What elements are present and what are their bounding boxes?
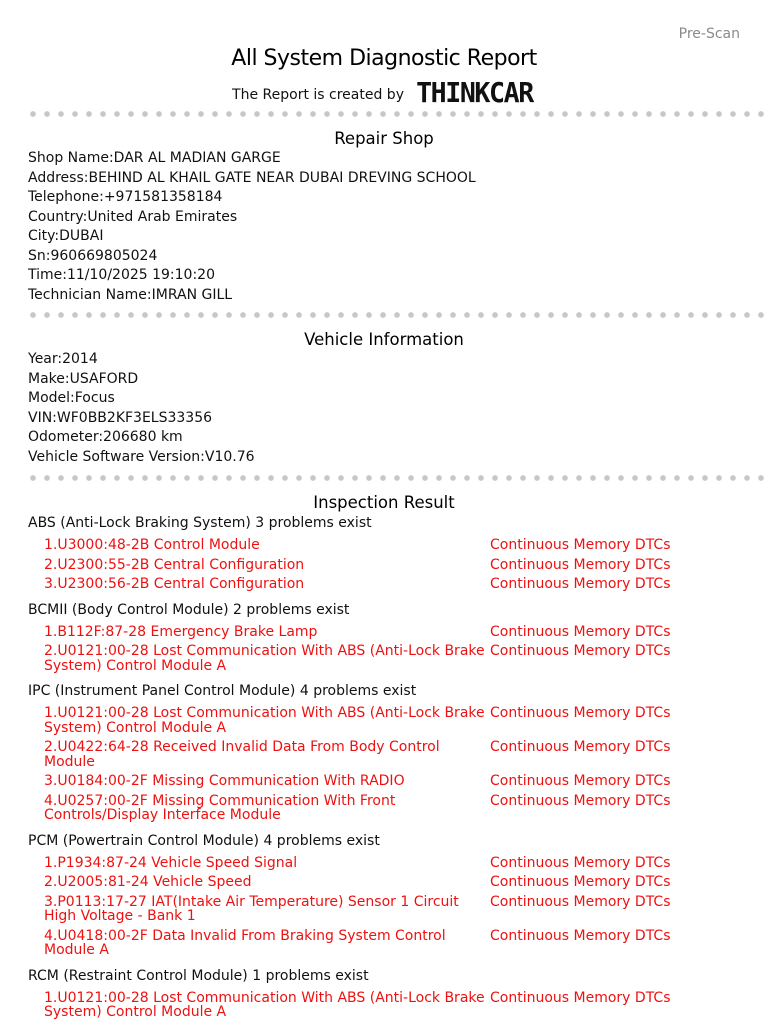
repair-shop-heading: Repair Shop xyxy=(334,129,434,148)
vehicle-software-version: Vehicle Software Version:V10.76 xyxy=(28,448,255,465)
vehicle-info-heading: Vehicle Information xyxy=(304,330,464,349)
system-block-bcmii xyxy=(28,601,748,674)
dotted-divider xyxy=(26,312,768,318)
created-by-label: The Report is created by xyxy=(232,87,404,103)
dtc-row xyxy=(28,991,748,1020)
shop-country: Country:United Arab Emirates xyxy=(28,208,238,225)
vehicle-info xyxy=(28,350,255,467)
vehicle-model: Model:Focus xyxy=(28,390,115,406)
shop-address: Address:BEHIND AL KHAIL GATE NEAR DUBAI DREVING SCHOOL xyxy=(28,169,476,186)
technician-name: Technician Name:IMRAN GILL xyxy=(28,286,233,303)
system-block-rcm xyxy=(28,967,748,1020)
created-by-line xyxy=(0,76,768,109)
dtc-status: Continuous Memory DTCs xyxy=(490,792,671,809)
dotted-divider xyxy=(26,475,768,481)
dtc-row xyxy=(28,625,748,640)
dtc-status: Continuous Memory DTCs xyxy=(490,576,671,592)
dtc-row xyxy=(28,875,748,890)
dtc-code: 3.U0184:00-2F Missing Communication With RADIO xyxy=(44,773,405,789)
shop-telephone: Telephone:+971581358184 xyxy=(28,189,223,205)
dtc-status: Continuous Memory DTCs xyxy=(490,705,671,721)
system-title: ABS (Anti-Lock Braking System) 3 problems exist xyxy=(28,515,372,531)
system-title: RCM (Restraint Control Module) 1 problems exist xyxy=(28,967,369,984)
dtc-status: Continuous Memory DTCs xyxy=(490,773,671,789)
system-block-ipc xyxy=(28,682,748,823)
scan-type-label: Pre-Scan xyxy=(678,26,740,42)
dtc-row xyxy=(28,706,748,735)
dtc-code: 4.U0257:00-2F Missing Communication With Front Controls/Display Interface Module xyxy=(44,792,396,823)
shop-city: City:DUBAI xyxy=(28,228,104,244)
dtc-row xyxy=(28,929,748,958)
dtc-row xyxy=(28,856,748,871)
inspection-heading: Inspection Result xyxy=(313,493,455,512)
dtc-code: 2.U2300:55-2B Central Configuration xyxy=(44,556,305,573)
dtc-row xyxy=(28,774,748,789)
dtc-code: 1.U0121:00-28 Lost Communication With ABS (Anti-Lock Brake System) Control Module A xyxy=(44,989,485,1020)
device-serial: Sn:960669805024 xyxy=(28,247,158,264)
dtc-row xyxy=(28,895,748,924)
dtc-status: Continuous Memory DTCs xyxy=(490,854,671,871)
thinkcar-logo: THINKCAR xyxy=(416,76,533,109)
repair-shop-info xyxy=(28,149,476,305)
dtc-status: Continuous Memory DTCs xyxy=(490,739,671,755)
dtc-row xyxy=(28,794,748,823)
dtc-code: 3.U2300:56-2B Central Configuration xyxy=(44,576,305,592)
shop-name: Shop Name:DAR AL MADIAN GARGE xyxy=(28,150,281,166)
dtc-row xyxy=(28,577,748,592)
report-time: Time:11/10/2025 19:10:20 xyxy=(28,267,215,283)
dtc-code: 1.P1934:87-24 Vehicle Speed Signal xyxy=(44,854,298,871)
dtc-status: Continuous Memory DTCs xyxy=(490,537,671,553)
vehicle-odometer: Odometer:206680 km xyxy=(28,429,183,445)
dtc-code: 1.B112F:87-28 Emergency Brake Lamp xyxy=(44,623,318,640)
inspection-results xyxy=(28,514,748,1029)
vehicle-make: Make:USAFORD xyxy=(28,370,139,387)
report-title: All System Diagnostic Report xyxy=(231,46,537,71)
vehicle-year: Year:2014 xyxy=(28,351,98,367)
vehicle-vin: VIN:WF0BB2KF3ELS33356 xyxy=(28,409,213,426)
dtc-row xyxy=(28,740,748,769)
dtc-code: 2.U2005:81-24 Vehicle Speed xyxy=(44,874,252,890)
dtc-status: Continuous Memory DTCs xyxy=(490,556,671,573)
dtc-row xyxy=(28,558,748,573)
dotted-divider xyxy=(26,111,768,117)
dtc-code: 2.U0422:64-28 Received Invalid Data From Body Control Module xyxy=(44,739,440,770)
dtc-status: Continuous Memory DTCs xyxy=(490,874,671,890)
dtc-code: 3.P0113:17-27 IAT(Intake Air Temperature) Sensor 1 Circuit High Voltage - Bank 1 xyxy=(44,893,459,924)
system-title: PCM (Powertrain Control Module) 4 problems exist xyxy=(28,832,380,849)
dtc-code: 1.U0121:00-28 Lost Communication With ABS (Anti-Lock Brake System) Control Module A xyxy=(44,705,485,736)
dtc-status: Continuous Memory DTCs xyxy=(490,893,671,910)
dtc-code: 1.U3000:48-2B Control Module xyxy=(44,537,260,553)
system-title: BCMII (Body Control Module) 2 problems exist xyxy=(28,601,350,618)
dtc-row xyxy=(28,538,748,553)
system-title: IPC (Instrument Panel Control Module) 4 problems exist xyxy=(28,683,417,699)
dtc-code: 2.U0121:00-28 Lost Communication With ABS (Anti-Lock Brake System) Control Module A xyxy=(44,643,485,674)
system-block-abs xyxy=(28,514,748,592)
dtc-row xyxy=(28,644,748,673)
dtc-code: 4.U0418:00-2F Data Invalid From Braking System Control Module A xyxy=(44,927,446,958)
dtc-status: Continuous Memory DTCs xyxy=(490,927,671,944)
dtc-status: Continuous Memory DTCs xyxy=(490,643,671,659)
system-block-pcm xyxy=(28,832,748,958)
dtc-status: Continuous Memory DTCs xyxy=(490,623,671,640)
dtc-status: Continuous Memory DTCs xyxy=(490,989,671,1006)
